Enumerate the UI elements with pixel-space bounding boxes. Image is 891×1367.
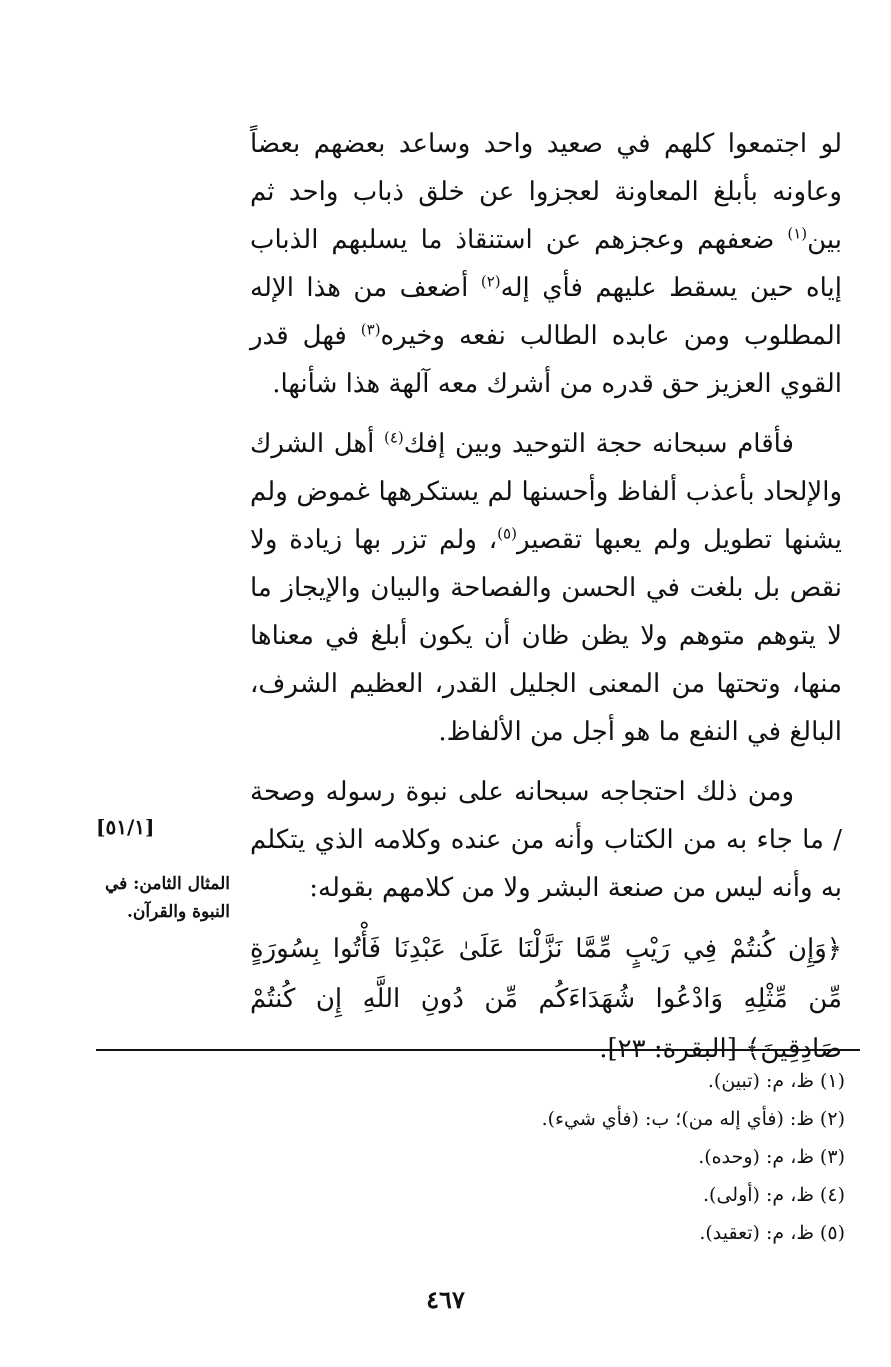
footnote-1: (١) ظ، م: (تبين).: [707, 1070, 845, 1092]
footnote-5: (٥) ظ، م: (تعقيد).: [699, 1222, 845, 1244]
footnote-marker-3: (٣): [360, 320, 381, 339]
footnote-4: (٤) ظ، م: (أولى).: [703, 1184, 845, 1206]
footnote-marker-2: (٢): [480, 272, 501, 291]
paragraph-2-text-a: فأقام سبحانه حجة التوحيد وبين إفك: [403, 429, 794, 459]
footnotes-block: [300, 1062, 845, 1252]
footnote-marker-5: (٥): [497, 524, 517, 543]
footnote-marker-4: (٤): [384, 428, 404, 447]
margin-heading: المثال الثامن: في النبوة والقرآن.: [104, 874, 230, 922]
paragraph-3: [250, 768, 842, 912]
paragraph-2: [250, 420, 842, 756]
paragraph-1-text-a: لو اجتمعوا كلهم في صعيد واحد وساعد بعضهم بعضاً وعاونه بأبلغ المعاونة لعجزوا عن خلق ذباب واحد ثم بين: [250, 129, 843, 255]
quran-verse-reference: [البقرة: ٢٣].: [599, 1034, 737, 1064]
paragraph-2-text-b: أهل الشرك والإلحاد بأعذب ألفاظ وأحسنها لم يستكرهها غموض ولم يشنها تطويل ولم يعبها تقصير: [250, 429, 842, 555]
footnote-3: (٣) ظ، م: (وحده).: [698, 1146, 845, 1168]
footnote-marker-1: (١): [787, 224, 808, 243]
page-number: ٤٦٧: [426, 1285, 465, 1314]
paragraph-1-text-c: أضعف من هذا الإله المطلوب ومن عابده الطالب نفعه وخيره: [250, 273, 842, 351]
paragraph-3-text: ومن ذلك احتجاجه سبحانه على نبوة رسوله وصحة / ما جاء به من الكتاب وأنه من عنده وكلامه الذي يتكلم به وأنه ليس من صنعة البشر ولا من كلامهم بقوله:: [250, 777, 842, 903]
paragraph-1-text-b: ضعفهم وعجزهم عن استنقاذ ما يسلبهم الذباب إياه حين يسقط عليهم فأي إله: [250, 225, 843, 303]
main-text-block: [250, 120, 842, 1086]
quran-verse: [250, 924, 842, 1074]
quran-verse-text: ﴿وَإِن كُنتُمْ فِي رَيْبٍ مِّمَّا نَزَّلْنَا عَلَىٰ عَبْدِنَا فَأْتُوا بِسُورَةٍ مِّن مِّثْلِهِ وَادْعُوا شُهَدَاءَكُم مِّن دُونِ اللَّهِ إِن كُنتُمْ صَادِقِينَ﴾: [250, 934, 842, 1064]
paragraph-1: [250, 120, 842, 408]
footnote-2: (٢) ظ: (فأي إله من)؛ ب: (فأي شيء).: [541, 1108, 845, 1130]
paragraph-1-text-d: فهل قدر القوي العزيز حق قدره من أشرك معه آلهة هذا شأنها.: [250, 321, 842, 399]
footnote-divider: [96, 1049, 860, 1051]
manuscript-folio-reference: [٥١/١]: [96, 815, 155, 839]
paragraph-2-text-c: ، ولم تزر بها زيادة ولا نقص بل بلغت في الحسن والفصاحة والبيان والإيجاز ما لا يتوهم متوهم ولا يظن ظان أن يكون أبلغ في معناها منها، وتحتها من المعنى الجليل القدر، العظيم الشرف، البالغ في النفع ما هو أجل من الألفاظ.: [250, 525, 842, 747]
